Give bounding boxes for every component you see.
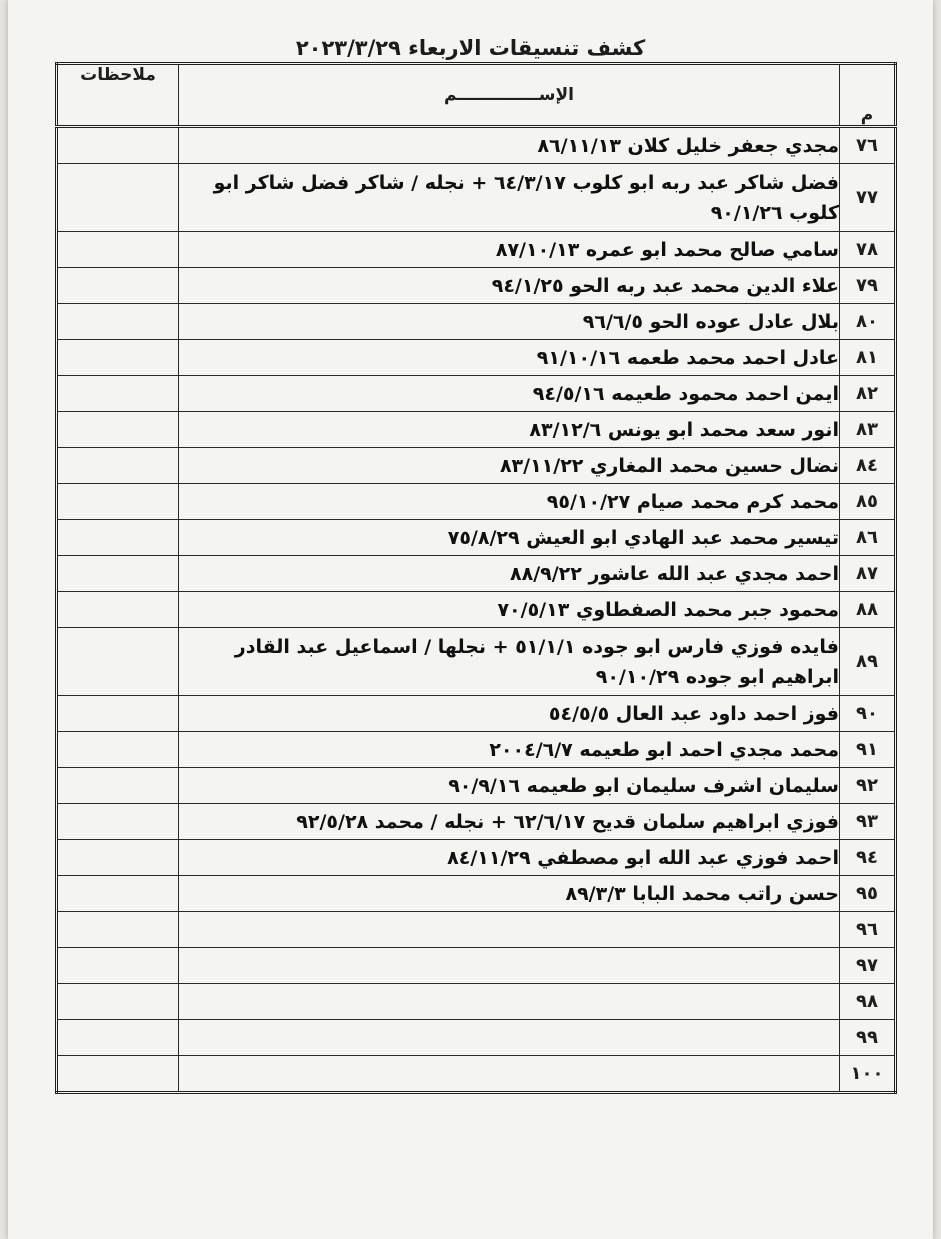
table-row bbox=[57, 127, 896, 164]
row-notes bbox=[57, 984, 179, 1020]
row-number: ٧٧ bbox=[840, 164, 896, 232]
row-number: ٩٦ bbox=[840, 912, 896, 948]
row-number: ٩٧ bbox=[840, 948, 896, 984]
row-notes bbox=[57, 164, 179, 232]
page-title: كشف تنسيقات الاربعاء ٢٠٢٣/٣/٢٩ bbox=[295, 36, 646, 60]
row-name: محمد مجدي احمد ابو طعيمه ٢٠٠٤/٦/٧ bbox=[179, 732, 840, 768]
table-row bbox=[57, 556, 896, 592]
row-number: ٧٦ bbox=[840, 127, 896, 164]
row-number: ٨٣ bbox=[840, 412, 896, 448]
row-number: ٩٨ bbox=[840, 984, 896, 1020]
row-number: ٨٥ bbox=[840, 484, 896, 520]
row-name bbox=[179, 984, 840, 1020]
row-name: بلال عادل عوده الحو ٩٦/٦/٥ bbox=[179, 304, 840, 340]
paper-sheet bbox=[8, 0, 933, 1239]
table-row bbox=[57, 592, 896, 628]
row-notes bbox=[57, 948, 179, 984]
row-name bbox=[179, 1056, 840, 1093]
row-number: ١٠٠ bbox=[840, 1056, 896, 1093]
table-row bbox=[57, 268, 896, 304]
row-number: ٩٠ bbox=[840, 696, 896, 732]
table-row bbox=[57, 1020, 896, 1056]
row-name: احمد مجدي عبد الله عاشور ٨٨/٩/٢٢ bbox=[179, 556, 840, 592]
table-row bbox=[57, 164, 896, 232]
row-name: سامي صالح محمد ابو عمره ٨٧/١٠/١٣ bbox=[179, 232, 840, 268]
row-number: ٩٥ bbox=[840, 876, 896, 912]
row-name: عادل احمد محمد طعمه ٩١/١٠/١٦ bbox=[179, 340, 840, 376]
row-notes bbox=[57, 804, 179, 840]
row-name: فوز احمد داود عبد العال ٥٤/٥/٥ bbox=[179, 696, 840, 732]
row-notes bbox=[57, 376, 179, 412]
table-row bbox=[57, 448, 896, 484]
row-name: مجدي جعفر خليل كلان ٨٦/١١/١٣ bbox=[179, 127, 840, 164]
row-notes bbox=[57, 340, 179, 376]
row-name bbox=[179, 912, 840, 948]
row-notes bbox=[57, 768, 179, 804]
header-notes: ملاحظات bbox=[57, 64, 179, 127]
row-name: محمد كرم محمد صيام ٩٥/١٠/٢٧ bbox=[179, 484, 840, 520]
table-row bbox=[57, 340, 896, 376]
row-name: حسن راتب محمد البابا ٨٩/٣/٣ bbox=[179, 876, 840, 912]
row-notes bbox=[57, 127, 179, 164]
row-notes bbox=[57, 840, 179, 876]
table-row bbox=[57, 696, 896, 732]
table-row bbox=[57, 520, 896, 556]
row-number: ٩٢ bbox=[840, 768, 896, 804]
table-row bbox=[57, 484, 896, 520]
row-notes bbox=[57, 412, 179, 448]
row-number: ٩٤ bbox=[840, 840, 896, 876]
row-notes bbox=[57, 520, 179, 556]
row-name: نضال حسين محمد المغاري ٨٣/١١/٢٢ bbox=[179, 448, 840, 484]
row-name bbox=[179, 948, 840, 984]
row-name: احمد فوزي عبد الله ابو مصطفي ٨٤/١١/٢٩ bbox=[179, 840, 840, 876]
row-notes bbox=[57, 304, 179, 340]
row-notes bbox=[57, 1056, 179, 1093]
row-name: فوزي ابراهيم سلمان قديح ٦٢/٦/١٧ + نجله / محمد ٩٢/٥/٢٨ bbox=[179, 804, 840, 840]
header-name: الإســــــــــــــم bbox=[179, 64, 840, 127]
row-notes bbox=[57, 732, 179, 768]
table-row bbox=[57, 840, 896, 876]
row-number: ٩١ bbox=[840, 732, 896, 768]
row-number: ٨١ bbox=[840, 340, 896, 376]
table-row bbox=[57, 376, 896, 412]
table-row bbox=[57, 1056, 896, 1093]
row-name: ايمن احمد محمود طعيمه ٩٤/٥/١٦ bbox=[179, 376, 840, 412]
header-number: م bbox=[840, 64, 896, 127]
row-number: ٧٨ bbox=[840, 232, 896, 268]
row-number: ٨٩ bbox=[840, 628, 896, 696]
table-header-row bbox=[57, 64, 896, 127]
row-number: ٨٤ bbox=[840, 448, 896, 484]
row-notes bbox=[57, 1020, 179, 1056]
row-name: سليمان اشرف سليمان ابو طعيمه ٩٠/٩/١٦ bbox=[179, 768, 840, 804]
row-number: ٩٩ bbox=[840, 1020, 896, 1056]
table-row bbox=[57, 912, 896, 948]
table-row bbox=[57, 628, 896, 696]
table-row bbox=[57, 412, 896, 448]
row-number: ٨٧ bbox=[840, 556, 896, 592]
row-notes bbox=[57, 592, 179, 628]
table-row bbox=[57, 732, 896, 768]
row-number: ٨٢ bbox=[840, 376, 896, 412]
table-row bbox=[57, 948, 896, 984]
row-number: ٧٩ bbox=[840, 268, 896, 304]
row-number: ٨٨ bbox=[840, 592, 896, 628]
row-name: محمود جبر محمد الصفطاوي ٧٠/٥/١٣ bbox=[179, 592, 840, 628]
row-notes bbox=[57, 628, 179, 696]
table-row bbox=[57, 984, 896, 1020]
row-number: ٨٦ bbox=[840, 520, 896, 556]
table-row bbox=[57, 768, 896, 804]
row-notes bbox=[57, 268, 179, 304]
row-notes bbox=[57, 448, 179, 484]
table-row bbox=[57, 232, 896, 268]
row-number: ٨٠ bbox=[840, 304, 896, 340]
row-name: علاء الدين محمد عبد ربه الحو ٩٤/١/٢٥ bbox=[179, 268, 840, 304]
row-notes bbox=[57, 484, 179, 520]
row-notes bbox=[57, 696, 179, 732]
row-notes bbox=[57, 556, 179, 592]
row-notes bbox=[57, 876, 179, 912]
table-row bbox=[57, 876, 896, 912]
row-name: فايده فوزي فارس ابو جوده ٥١/١/١ + نجلها / اسماعيل عبد القادر ابراهيم ابو جوده ٩٠/١٠/٢٩ bbox=[179, 628, 840, 696]
row-notes bbox=[57, 232, 179, 268]
table-row bbox=[57, 304, 896, 340]
row-number: ٩٣ bbox=[840, 804, 896, 840]
row-name: فضل شاكر عبد ربه ابو كلوب ٦٤/٣/١٧ + نجله / شاكر فضل شاكر ابو كلوب ٩٠/١/٢٦ bbox=[179, 164, 840, 232]
row-name: تيسير محمد عبد الهادي ابو العيش ٧٥/٨/٢٩ bbox=[179, 520, 840, 556]
table-row bbox=[57, 804, 896, 840]
row-notes bbox=[57, 912, 179, 948]
coordination-table bbox=[55, 62, 897, 1094]
row-name bbox=[179, 1020, 840, 1056]
row-name: انور سعد محمد ابو يونس ٨٣/١٢/٦ bbox=[179, 412, 840, 448]
